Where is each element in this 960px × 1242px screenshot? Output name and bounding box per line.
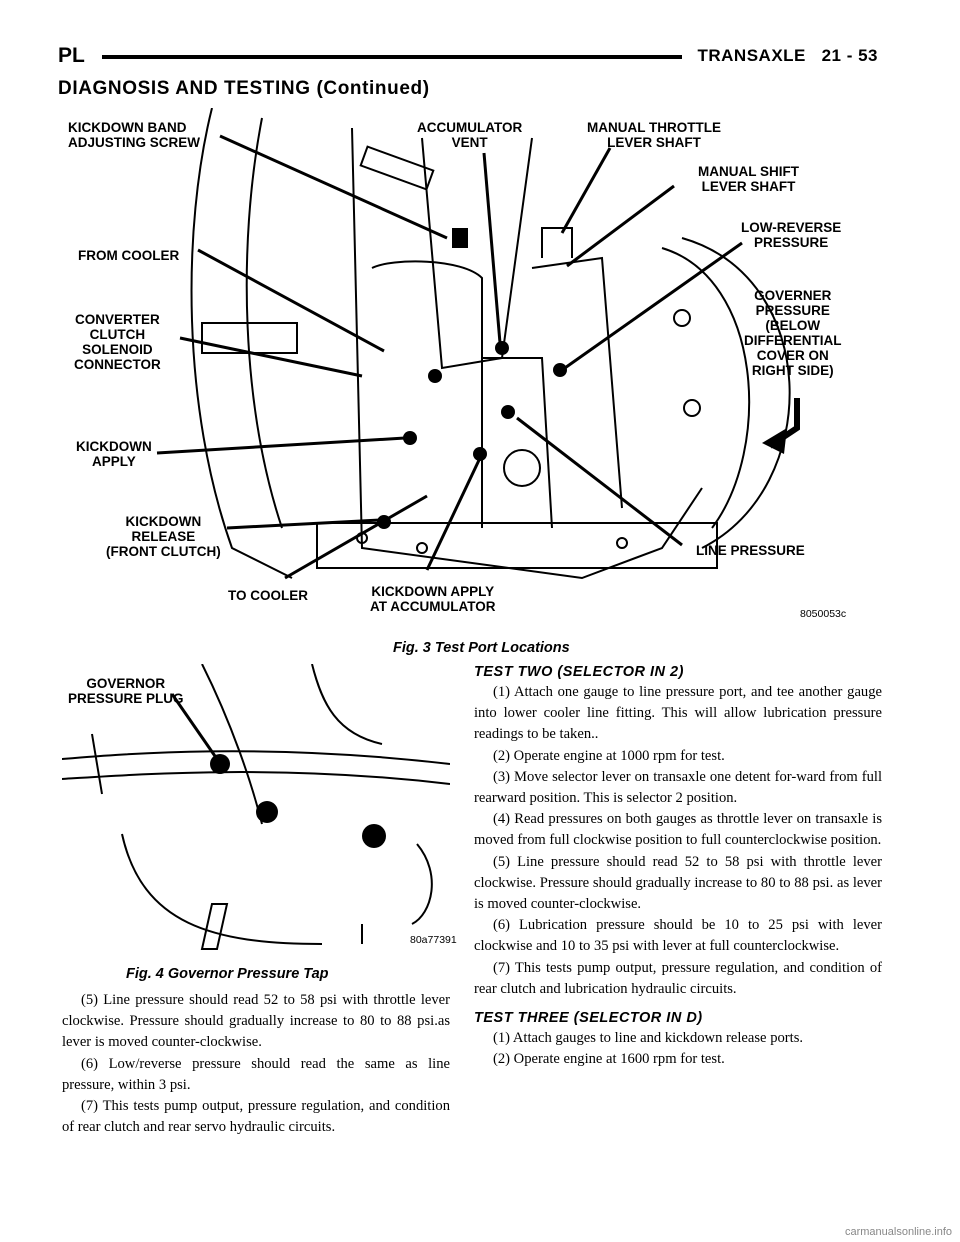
right-column-text: [474, 664, 882, 1070]
figure-4-governor-tap: [62, 664, 457, 964]
header-page-number: 21 - 53: [821, 46, 878, 65]
label-governor-pressure-plug: GOVERNOR PRESSURE PLUG: [68, 676, 184, 706]
label-to-cooler: TO COOLER: [228, 588, 309, 603]
figure-3-code: 8050053c: [800, 608, 847, 620]
label-governer-pressure: GOVERNER PRESSURE (BELOW DIFFERENTIAL COVER ON RIGHT SIDE): [744, 288, 842, 378]
paragraph: (6) Low/reverse pressure should read the same as line pressure, within 3 psi.: [62, 1055, 450, 1093]
watermark: carmanualsonline.info: [844, 1226, 952, 1238]
figure-3-caption: Fig. 3 Test Port Locations: [393, 640, 570, 656]
left-column-text: [62, 990, 450, 1138]
paragraph: (2) Operate engine at 1000 rpm for test.: [493, 747, 725, 764]
paragraph: (5) Line pressure should read 52 to 58 psi with throttle lever clockwise. Pressure should gradually increase to 80 to 88 psi.as lever is moved counter-clockwise.: [62, 992, 450, 1051]
paragraph: (7) This tests pump output, pressure regulation, and condition of rear clutch and rear servo hydraulic circuits.: [62, 1098, 450, 1136]
label-low-reverse-pressure: LOW-REVERSE PRESSURE: [741, 220, 842, 250]
label-accumulator-vent: ACCUMULATOR VENT: [417, 120, 523, 150]
test-three-heading: TEST THREE (SELECTOR IN D): [474, 1010, 703, 1027]
test-two-heading: TEST TWO (SELECTOR IN 2): [474, 664, 684, 680]
figure-4-code: 80a77391: [410, 934, 457, 946]
header-section: [697, 46, 878, 66]
label-kickdown-apply: KICKDOWN APPLY: [76, 439, 152, 469]
paragraph: (6) Lubrication pressure should be 10 to 25 psi with lever clockwise and 10 to 35 psi with lever at full counterclockwise.: [474, 917, 882, 955]
figure-3-test-ports: [62, 108, 882, 648]
paragraph: (1) Attach gauges to line and kickdown release ports.: [493, 1030, 804, 1047]
header-rule: [102, 55, 682, 59]
section-continued-heading: DIAGNOSIS AND TESTING (Continued): [58, 78, 430, 99]
governor-tap-illustration: [62, 664, 450, 959]
label-manual-shift-shaft: MANUAL SHIFT LEVER SHAFT: [698, 164, 799, 194]
page-header: [58, 42, 878, 72]
paragraph: (1) Attach one gauge to line pressure port, and tee another gauge into lower cooler line fitting. This will allow lubrication pressure readings to be taken..: [474, 684, 882, 743]
header-model: PL: [58, 44, 85, 67]
paragraph: (4) Read pressures on both gauges as throttle lever on transaxle is moved from full clockwise position to full counterclockwise position.: [474, 811, 882, 849]
label-line-pressure: LINE PRESSURE: [696, 543, 805, 558]
label-manual-throttle-shaft: MANUAL THROTTLE LEVER SHAFT: [587, 120, 721, 150]
label-kickdown-release: KICKDOWN RELEASE (FRONT CLUTCH): [106, 514, 221, 559]
label-kickdown-band-screw: KICKDOWN BAND ADJUSTING SCREW: [68, 120, 201, 150]
label-kickdown-apply-accumulator: KICKDOWN APPLY AT ACCUMULATOR: [370, 584, 496, 614]
figure-4-caption: Fig. 4 Governor Pressure Tap: [126, 966, 329, 982]
paragraph: (5) Line pressure should read 52 to 58 psi with throttle lever clockwise. Pressure should gradually increase to 80 to 88 psi. as lever is moved counter-clockwise.: [474, 853, 882, 913]
label-from-cooler: FROM COOLER: [78, 248, 180, 263]
paragraph: (3) Move selector lever on transaxle one detent for-ward from full rearward position. This is selector 2 position.: [474, 768, 882, 807]
paragraph: (2) Operate engine at 1600 rpm for test.: [493, 1051, 725, 1068]
label-converter-clutch-connector: CONVERTER CLUTCH SOLENOID CONNECTOR: [74, 312, 161, 372]
header-section-title: TRANSAXLE: [697, 46, 806, 65]
paragraph: (7) This tests pump output, pressure regulation, and condition of rear clutch and lubrication hydraulic circuits.: [474, 959, 882, 997]
